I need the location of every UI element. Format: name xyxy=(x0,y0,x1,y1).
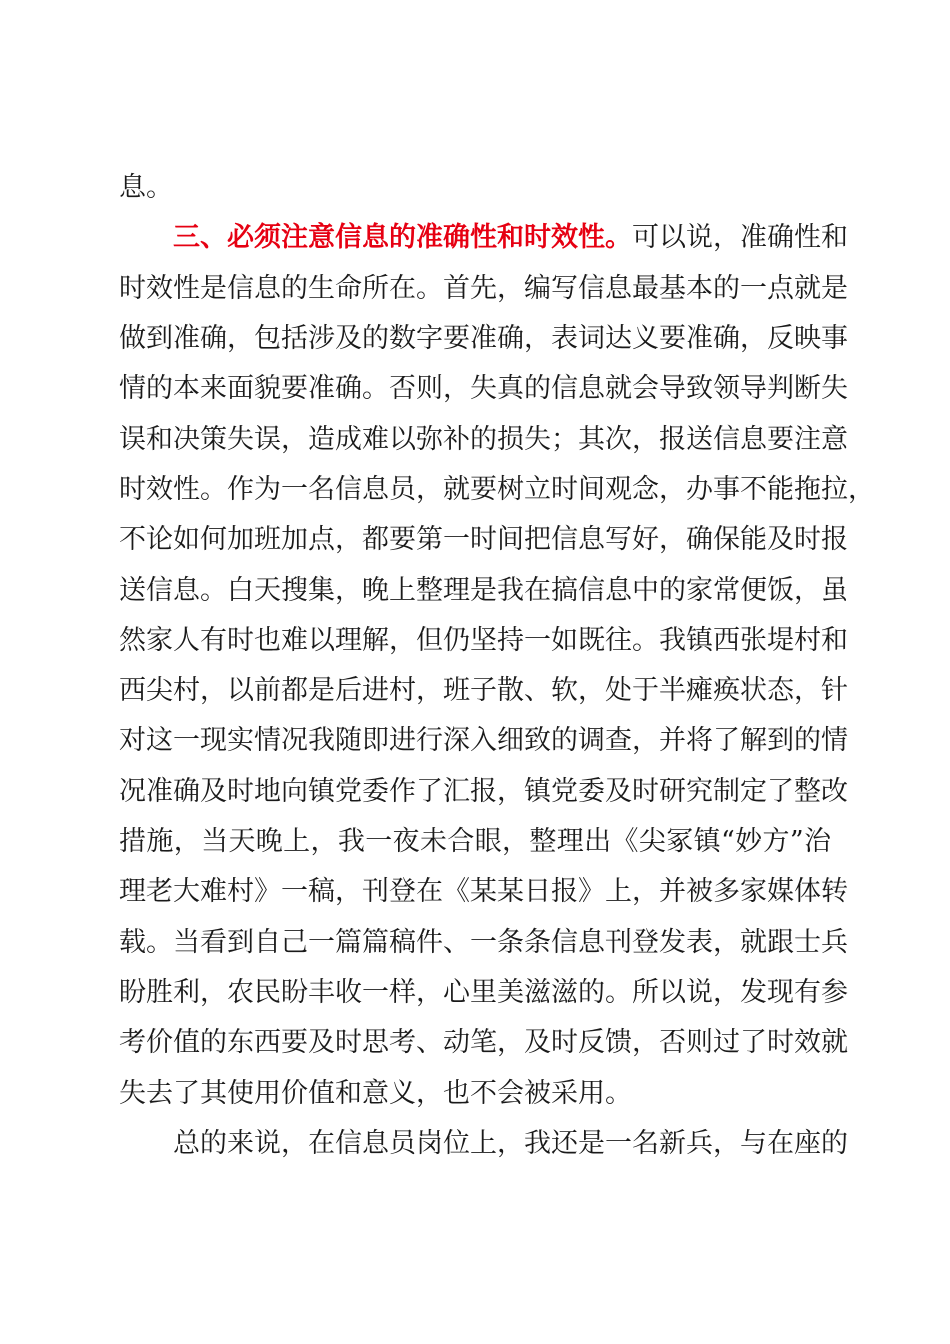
section-heading-line xyxy=(173,213,848,263)
line-text: 载。当看到自己一篇篇稿件、一条条信息刊登发表，就跟士兵 xyxy=(119,927,848,958)
line-text: 不论如何加班加点，都要第一时间把信息写好，确保能及时报 xyxy=(119,524,848,555)
line-text: 送信息。白天搜集，晚上整理是我在搞信息中的家常便饭，虽 xyxy=(119,575,848,606)
line-text: 息。 xyxy=(119,172,173,203)
paragraph-line xyxy=(119,163,831,213)
paragraph-line xyxy=(119,515,848,565)
paragraph-line xyxy=(119,264,848,314)
line-text: 措施，当天晚上，我一夜未合眼，整理出《尖冢镇“妙方”治 xyxy=(119,826,831,857)
line-text: 失去了其使用价值和意义，也不会被采用。 xyxy=(119,1078,632,1109)
paragraph-line xyxy=(119,1069,831,1119)
paragraph-line xyxy=(119,616,848,666)
line-text: 总的来说，在信息员岗位上，我还是一名新兵，与在座的 xyxy=(173,1128,848,1159)
line-text: 考价值的东西要及时思考、动笔，及时反馈，否则过了时效就 xyxy=(119,1027,848,1058)
paragraph-line xyxy=(119,415,848,465)
line-text: 况准确及时地向镇党委作了汇报，镇党委及时研究制定了整改 xyxy=(119,776,848,807)
paragraph-line xyxy=(119,918,848,968)
paragraph-line xyxy=(119,666,848,716)
line-text: 对这一现实情况我随即进行深入细致的调查，并将了解到的情 xyxy=(119,725,848,756)
line-text: 盼胜利，农民盼丰收一样，心里美滋滋的。所以说，发现有参 xyxy=(119,977,848,1008)
line-text: 时效性是信息的生命所在。首先，编写信息最基本的一点就是 xyxy=(119,273,848,304)
paragraph-line xyxy=(119,314,848,364)
line-text: 做到准确，包括涉及的数字要准确，表词达义要准确，反映事 xyxy=(119,323,848,354)
paragraph-line xyxy=(119,364,848,414)
line-text: 时效性。作为一名信息员，就要树立时间观念，办事不能拖拉， xyxy=(119,474,875,505)
paragraph-line xyxy=(119,566,848,616)
paragraph-line xyxy=(119,968,848,1018)
paragraph-line xyxy=(119,817,831,867)
line-text: 误和决策失误，造成难以弥补的损失；其次，报送信息要注意 xyxy=(119,424,848,455)
line-text: 情的本来面貌要准确。否则，失真的信息就会导致领导判断失 xyxy=(119,373,848,404)
line-text: 西尖村，以前都是后进村，班子散、软，处于半瘫痪状态，针 xyxy=(119,675,848,706)
paragraph-line xyxy=(119,867,848,917)
line-text: 然家人有时也难以理解，但仍坚持一如既往。我镇西张堤村和 xyxy=(119,625,848,656)
paragraph-line xyxy=(173,1119,848,1169)
line-text: 理老大难村》一稿，刊登在《某某日报》上，并被多家媒体转 xyxy=(119,876,848,907)
paragraph-line xyxy=(119,1018,848,1068)
paragraph-line xyxy=(119,767,848,817)
paragraph-line xyxy=(119,716,848,766)
section-heading: 三、必须注意信息的准确性和时效性。 xyxy=(173,222,632,253)
paragraph-line xyxy=(119,465,875,515)
heading-tail-text: 可以说，准确性和 xyxy=(632,222,848,253)
